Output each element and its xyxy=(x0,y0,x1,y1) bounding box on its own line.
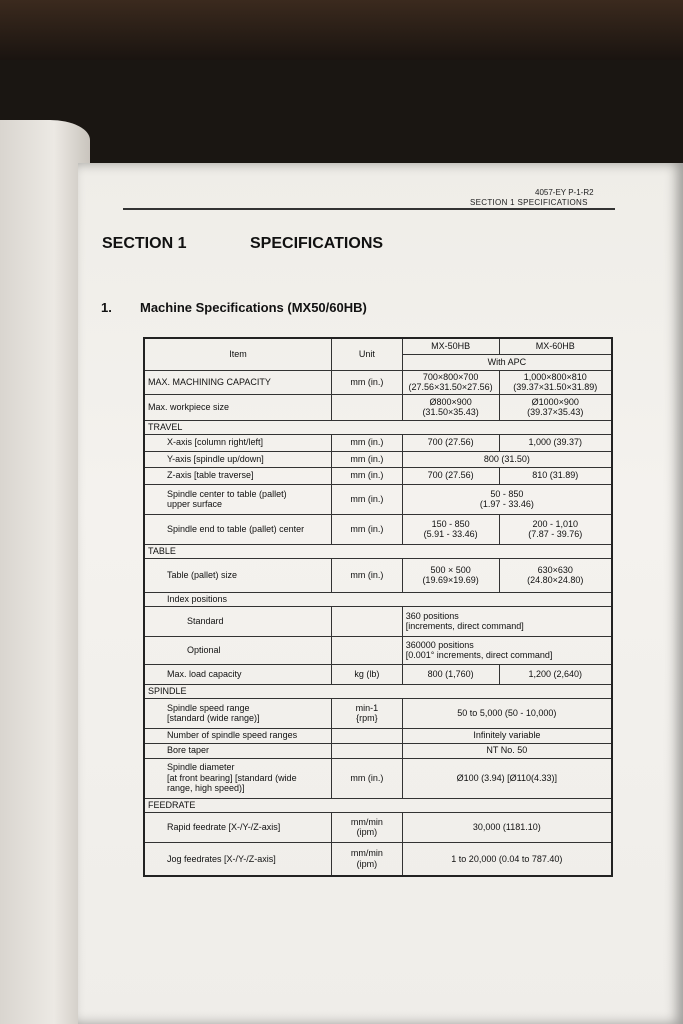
group-row xyxy=(144,544,612,558)
cell-ab: 50 to 5,000 (50 - 10,000) xyxy=(402,698,612,728)
row-unit: min-1 {rpm} xyxy=(332,698,403,728)
table-row xyxy=(144,698,612,728)
desk-background xyxy=(0,0,683,60)
group-table: TABLE xyxy=(144,544,612,558)
cell-a: 700 (27.56) xyxy=(402,434,499,451)
header-rule xyxy=(123,208,615,210)
group-feedrate: FEEDRATE xyxy=(144,798,612,812)
cell-a: 800 (1,760) xyxy=(402,664,499,684)
row-label: Spindle diameter [at front bearing] [standard (wide range, high speed)] xyxy=(144,758,332,798)
section-number: SECTION 1 xyxy=(102,235,187,252)
group-row xyxy=(144,684,612,698)
cell-a: 700 (27.56) xyxy=(402,467,499,484)
row-label: Spindle speed range [standard (wide range)] xyxy=(144,698,332,728)
cell-ab: 360000 positions [0.001° increments, direct command] xyxy=(402,636,612,664)
header-doc-code: 4057-EY P-1-R2 xyxy=(535,188,594,197)
table-row xyxy=(144,842,612,876)
table-row xyxy=(144,434,612,451)
row-unit-empty xyxy=(332,394,403,420)
group-spindle: SPINDLE xyxy=(144,684,612,698)
cell-b: 810 (31.89) xyxy=(499,467,612,484)
cell-b: 1,000 (39.37) xyxy=(499,434,612,451)
row-unit: mm (in.) xyxy=(332,467,403,484)
cell-a: 700×800×700 (27.56×31.50×27.56) xyxy=(402,370,499,394)
table-row xyxy=(144,812,612,842)
head-with-apc: With APC xyxy=(402,354,612,370)
row-label: Spindle center to table (pallet) upper surface xyxy=(144,484,332,514)
cell-ab: NT No. 50 xyxy=(402,743,612,758)
table-row xyxy=(144,558,612,592)
row-unit: kg (lb) xyxy=(332,664,403,684)
row-unit: mm (in.) xyxy=(332,484,403,514)
row-label: Rapid feedrate [X-/Y-/Z-axis] xyxy=(144,812,332,842)
cell-ab: Infinitely variable xyxy=(402,728,612,743)
cell-a: Ø800×900 (31.50×35.43) xyxy=(402,394,499,420)
row-label: Y-axis [spindle up/down] xyxy=(144,451,332,467)
row-label: Z-axis [table traverse] xyxy=(144,467,332,484)
row-unit: mm/min (ipm) xyxy=(332,842,403,876)
cell-ab: 800 (31.50) xyxy=(402,451,612,467)
row-label: Bore taper xyxy=(144,743,332,758)
section-title: SPECIFICATIONS xyxy=(250,235,384,252)
row-label: Optional xyxy=(144,636,332,664)
row-label: MAX. MACHINING CAPACITY xyxy=(144,370,332,394)
row-unit-empty xyxy=(332,636,403,664)
cell-ab: 50 - 850 (1.97 - 33.46) xyxy=(402,484,612,514)
group-row xyxy=(144,420,612,434)
row-unit-empty xyxy=(332,728,403,743)
row-unit: mm/min (ipm) xyxy=(332,812,403,842)
group-travel: TRAVEL xyxy=(144,420,612,434)
cell-b: 200 - 1,010 (7.87 - 39.76) xyxy=(499,514,612,544)
row-unit: mm (in.) xyxy=(332,558,403,592)
cell-ab: 30,000 (1181.10) xyxy=(402,812,612,842)
row-label: Table (pallet) size xyxy=(144,558,332,592)
row-unit: mm (in.) xyxy=(332,451,403,467)
row-label: Spindle end to table (pallet) center xyxy=(144,514,332,544)
row-label: Index positions xyxy=(144,592,612,606)
row-unit-empty xyxy=(332,743,403,758)
row-label: Standard xyxy=(144,606,332,636)
row-label: Max. load capacity xyxy=(144,664,332,684)
table-row xyxy=(144,664,612,684)
row-unit: mm (in.) xyxy=(332,434,403,451)
group-row xyxy=(144,798,612,812)
cell-ab: 360 positions [increments, direct command] xyxy=(402,606,612,636)
table-row xyxy=(144,394,612,420)
row-label: Max. workpiece size xyxy=(144,394,332,420)
table-row xyxy=(144,467,612,484)
cell-b: 630×630 (24.80×24.80) xyxy=(499,558,612,592)
cell-b: 1,200 (2,640) xyxy=(499,664,612,684)
cell-b: Ø1000×900 (39.37×35.43) xyxy=(499,394,612,420)
left-page xyxy=(0,120,90,1024)
subsection-title: Machine Specifications (MX50/60HB) xyxy=(140,300,367,315)
head-item: Item xyxy=(144,338,332,370)
head-col-a: MX-50HB xyxy=(402,338,499,354)
row-unit: mm (in.) xyxy=(332,370,403,394)
head-col-b: MX-60HB xyxy=(499,338,612,354)
spec-table xyxy=(143,337,613,877)
table-row xyxy=(144,514,612,544)
row-unit: mm (in.) xyxy=(332,514,403,544)
table-row xyxy=(144,592,612,606)
table-row xyxy=(144,758,612,798)
table-row xyxy=(144,338,612,354)
table-row xyxy=(144,484,612,514)
table-row xyxy=(144,743,612,758)
cell-ab: 1 to 20,000 (0.04 to 787.40) xyxy=(402,842,612,876)
header-section-label: SECTION 1 SPECIFICATIONS xyxy=(470,198,588,207)
table-row xyxy=(144,451,612,467)
row-label: X-axis [column right/left] xyxy=(144,434,332,451)
cell-b: 1,000×800×810 (39.37×31.50×31.89) xyxy=(499,370,612,394)
head-unit: Unit xyxy=(332,338,403,370)
row-unit-empty xyxy=(332,606,403,636)
cell-a: 500 × 500 (19.69×19.69) xyxy=(402,558,499,592)
table-row xyxy=(144,728,612,743)
row-label: Jog feedrates [X-/Y-/Z-axis] xyxy=(144,842,332,876)
table-row xyxy=(144,606,612,636)
table-row xyxy=(144,370,612,394)
row-label: Number of spindle speed ranges xyxy=(144,728,332,743)
table-row xyxy=(144,636,612,664)
subsection-number: 1. xyxy=(101,300,112,315)
cell-ab: Ø100 (3.94) [Ø110(4.33)] xyxy=(402,758,612,798)
row-unit: mm (in.) xyxy=(332,758,403,798)
cell-a: 150 - 850 (5.91 - 33.46) xyxy=(402,514,499,544)
